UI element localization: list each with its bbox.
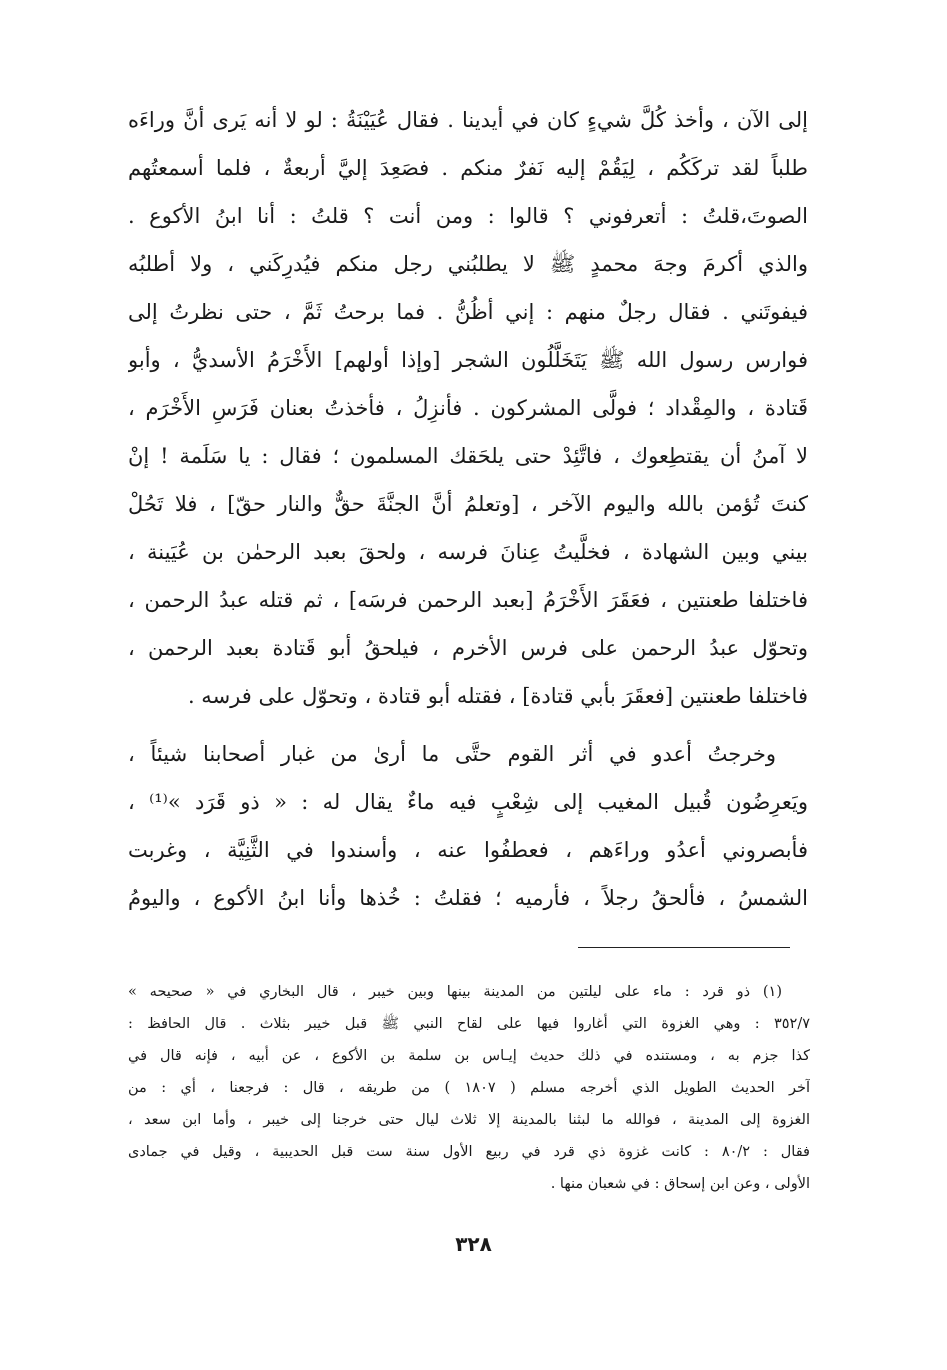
body-line: وتحوّل عبدُ الرحمن على فرس الأخرم ، فيلحقُ أبو قَتادة بعبد الرحمن ،: [128, 636, 808, 660]
footnotes: [128, 976, 810, 1200]
footnote-line: الغزوة إلى المدينة ، فوالله ما لبثنا بالمدينة إلا ثلاث ليال حتى خرجنا إلى خيبر ، وأما ابن سعد ،: [128, 1112, 810, 1128]
body-line: فوارس رسول الله ﷺ يَتَخَلَّلُون الشجر [وإذا أولهم] الأَخْرَمُ الأسديُّ ، وأبو: [128, 348, 808, 372]
body-line: فاختلفا طعنتين ، فعَقَرَ الأَخْرَمُ [بعبد الرحمن فرسَه] ، ثم قتله عبدُ الرحمن ،: [128, 588, 808, 612]
body-line: كنتَ تُؤمن بالله واليوم الآخر ، [وتعلمُ أنَّ الجنَّةَ حقٌّ والنار حقّ] ، فلا تَحُلْ: [128, 492, 808, 516]
body-line: طلباً لقد تركَكُم ، لِيَقُمْ إليه نَفرٌ منكم . فصَعِدَ إليَّ أربعةٌ ، فلما أسمعتُهم: [128, 156, 808, 180]
body-line: والذي أكرمَ وجهَ محمدٍ ﷺ لا يطلبُني رجل منكم فيُدرِكَني ، ولا أطلبُه: [128, 252, 808, 276]
body-line: فأبصروني أعدُو وراءَهم ، فعطفُوا عنه ، وأسندوا في الثَّنِيَّة ، وغربت: [128, 838, 808, 862]
main-text: [128, 96, 808, 922]
body-line: فيفوتَني . فقال رجلٌ منهم : إني أظُنُّ . فما برحتُ ثَمَّ ، حتى نظرتُ إلى: [128, 300, 808, 324]
body-line: وخرجتُ أعدو في أثر القوم حتَّى ما أرىٰ من غبار أصحابنا شيئاً ،: [128, 742, 776, 766]
body-line: ويَعرِضُون قُبيل المغيب إلى شِعْبٍ فيه ماءٌ يقال له : « ذو قَرَد »⁽¹⁾ ،: [128, 790, 808, 814]
page-number: ٣٢٨: [455, 1232, 492, 1256]
body-line: لا آمنُ أن يقتطِعوك ، فاتَّئِدْ حتى يلحَقك المسلمون ؛ فقال : يا سَلَمة ! إنْ: [128, 444, 808, 468]
body-line: الشمسُ ، فألحقُ رجلاً ، فأرميه ؛ فقلتُ : خُذها وأنا ابنُ الأكوع ، واليومُ: [128, 886, 808, 910]
footnote-line: (١) ذو قرد : ماء على ليلتين من المدينة بينها وبين خيبر ، قال البخاري في « صحيحه »: [128, 984, 782, 1000]
footnote-line: فقال : ٨٠/٢ : كانت غزوة ذي قرد في ربيع الأول سنة ست قبل الحديبية ، وقيل في جمادى: [128, 1144, 810, 1160]
footnote-separator: [578, 947, 790, 948]
paragraph-gap: [128, 720, 808, 730]
body-line: قَتادة ، والمِقْداد ؛ فولَّى المشركون . فأنزِلُ ، فأخذتُ بعنان فَرَسِ الأَخْرَم ،: [128, 396, 808, 420]
footnote-line: آخر الحديث الطويل الذي أخرجه مسلم ( ١٨٠٧ ) من طريقه ، قال : فرجعنا ، أي : من: [128, 1080, 810, 1096]
body-line: الصوتَ،قلتُ : أتعرفوني ؟ قالوا : ومن أنت ؟ قلتُ : أنا ابنُ الأكوع .: [128, 204, 808, 228]
body-line: فاختلفا طعنتين [فعقَرَ بأبي قتادة] ، فقتله أبو قتادة ، وتحوّل على فرسه .: [187, 684, 808, 708]
footnote-line: كذا جزم به ، ومستنده في ذلك حديث إيـاس بن سلمة بن الأكوع ، عن أبيه ، فإنه قال في: [128, 1048, 810, 1064]
body-line: إلى الآن ، وأخذ كُلَّ شيءٍ كان في أيدينا . فقال عُيَيْنَةُ : لو لا أنه يَرى أنَّ وراءَه: [128, 108, 808, 132]
footnote-line: الأولى ، وعن ابن إسحاق : في شعبان منها .: [550, 1176, 810, 1192]
body-line: بيني وبين الشهادة ، فخلَّيتُ عِنانَ فرسه ، ولحقَ بعبد الرحمٰن بن عُيَينة ،: [128, 540, 808, 564]
footnote-line: ٣٥٢/٧ : وهي الغزوة التي أغاروا فيها على لقاح النبي ﷺ قبل خيبر بثلاث . قال الحافظ :: [128, 1016, 810, 1032]
